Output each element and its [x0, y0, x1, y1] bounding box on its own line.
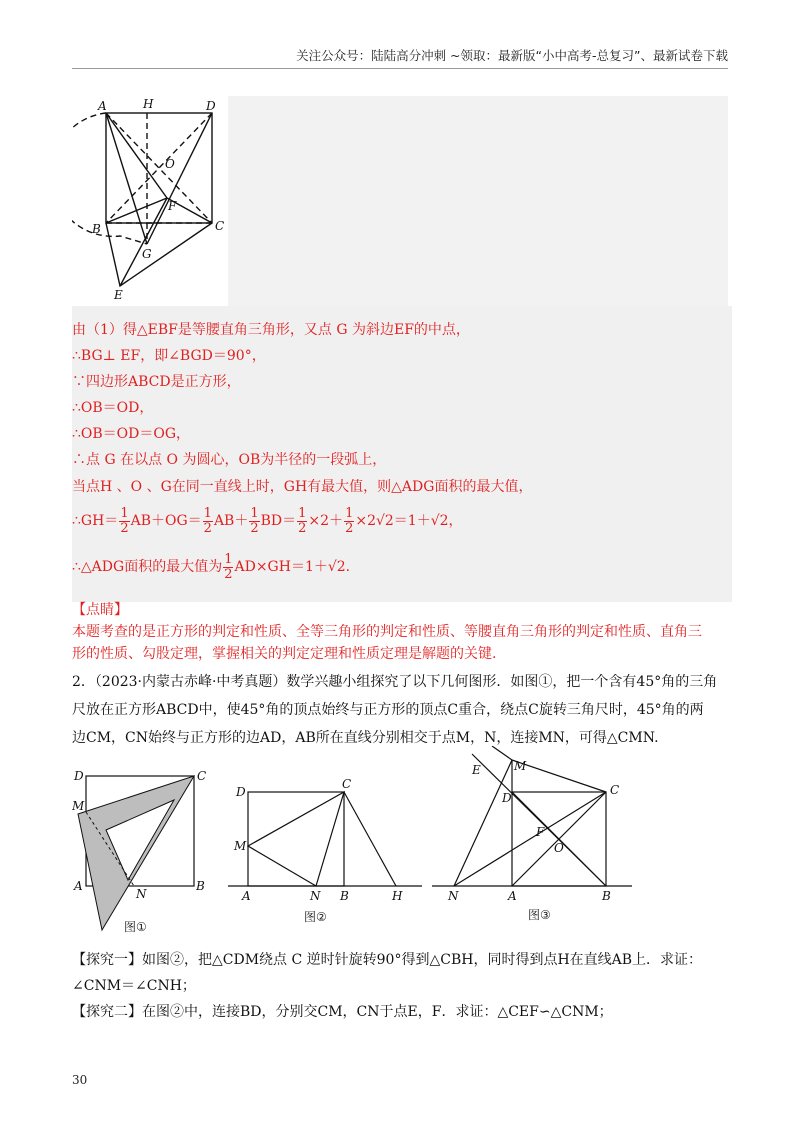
l8-e: ×2＋: [308, 513, 344, 529]
f2-label-c: C: [342, 777, 352, 791]
fig1-label-h: H: [143, 97, 154, 111]
solution-line-7: 当点H 、O 、G在同一直线上时，GH有最大值，则△ADG面积的最大值，: [72, 479, 533, 495]
page-number: 30: [72, 1073, 88, 1087]
fig1-label-a: A: [98, 99, 107, 113]
f1-label-c: C: [197, 769, 207, 783]
f3-label-m: M: [514, 759, 527, 773]
figure-2-svg: [228, 776, 422, 906]
l8-d: BD＝: [260, 513, 297, 529]
fraction-half: $\frac{1}{2}$: [298, 505, 307, 536]
explore-2-line: 【探究二】在图②中，连接BD，分别交CM，CN于点E，F．求证：△CEF∽△CNM；: [72, 1004, 613, 1020]
fraction-half: $\frac{1}{2}$: [345, 505, 354, 536]
figure-2-rotation: [228, 776, 422, 926]
solution-line-6: ∴点 G 在以点 O 为圆心，OB为半径的一段弧上，: [72, 452, 387, 468]
explore-1-line-2: ∠CNM＝∠CNH；: [72, 978, 196, 994]
comment-line-2: 形的性质、勾股定理，掌握相关的判定定理和性质定理是解题的关键.: [72, 646, 497, 662]
f2-label-a: A: [242, 889, 251, 903]
fraction-half: $\frac{1}{2}$: [120, 505, 129, 536]
problem-line-1: 2．（2023·内蒙古赤峰·中考真题）数学兴趣小组探究了以下几何图形．如图①，把一个含有45°角的三角: [72, 674, 718, 690]
l9-b: AD×GH＝1＋√2.: [234, 559, 351, 575]
fig1-label-o: O: [165, 157, 175, 171]
figure-1-triangle-ruler: [72, 766, 210, 936]
comment-title: 【点睛】: [72, 602, 128, 618]
header-divider: [72, 68, 728, 69]
f3-label-b: B: [602, 889, 611, 903]
figure-square-circle-svg: [72, 96, 228, 306]
fraction-half: $\frac{1}{2}$: [203, 505, 212, 536]
f2-label-d: D: [236, 785, 246, 799]
f2-label-b: B: [340, 889, 349, 903]
f2-label-m: M: [234, 839, 247, 853]
solution-line-9: [72, 552, 732, 582]
solution-line-4: ∴OB＝OD，: [72, 400, 154, 416]
fig1-label-b: B: [92, 222, 101, 236]
f3-label-d: D: [502, 791, 512, 805]
fig1-label-c: C: [215, 219, 225, 233]
fig1-label-d: D: [206, 99, 216, 113]
explore-1-line-1: 【探究一】如图②，把△CDM绕点 C 逆时针旋转90°得到△CBH，同时得到点H在直线AB上．求证：: [72, 952, 703, 968]
problem-line-2: 尺放在正方形ABCD中，使45°角的顶点始终与正方形的顶点C重合，绕点C旋转三角尺时，45°角的两: [72, 702, 704, 718]
l8-c: AB＋: [213, 513, 249, 529]
l9-a: ∴△ADG面积的最大值为: [72, 559, 223, 575]
f1-label-a: A: [74, 879, 83, 893]
f3-label-o: O: [554, 841, 564, 855]
solution-line-1: 由（1）得△EBF是等腰直角三角形，又点 G 为斜边EF的中点，: [72, 322, 470, 338]
f2-label-n: N: [310, 889, 321, 903]
f3-label-f: F: [536, 825, 545, 839]
fraction-half: $\frac{1}{2}$: [224, 551, 233, 582]
f1-label-d: D: [74, 769, 84, 783]
fig1-label-f: F: [168, 199, 177, 213]
figure-3-caption: 图③: [528, 908, 551, 922]
f1-label-n: N: [136, 887, 147, 901]
figure-1-caption: 图①: [124, 920, 147, 934]
figure-square-circle: [72, 96, 228, 306]
figure-2-caption: 图②: [304, 910, 327, 924]
f1-label-b: B: [196, 879, 205, 893]
f1-label-m: M: [72, 799, 85, 813]
f3-label-n: N: [448, 889, 459, 903]
fig1-label-e: E: [114, 288, 123, 302]
f3-label-e: E: [472, 763, 481, 777]
header-text: 关注公众号：陆陆高分冲刺 ~领取：最新版“小中高考-总复习”、最新试卷下载: [296, 48, 728, 63]
comment-line-1: 本题考查的是正方形的判定和性质、全等三角形的判定和性质、等腰直角三角形的判定和性质、直角三: [72, 624, 702, 640]
f2-label-h: H: [392, 889, 403, 903]
f3-label-a: A: [508, 889, 517, 903]
fraction-half: $\frac{1}{2}$: [250, 505, 259, 536]
page-header: [0, 46, 800, 66]
solution-line-8: [72, 506, 732, 536]
figure-3-svg: [432, 746, 632, 906]
l8-b: AB＋OG＝: [130, 513, 202, 529]
l8-a: ∴GH＝: [72, 513, 119, 529]
solution-line-2: ∴BG⊥ EF，即∠BGD＝90°，: [72, 348, 266, 364]
solution-line-5: ∴OB＝OD＝OG，: [72, 426, 191, 442]
figure-1-svg: [72, 766, 210, 936]
solution-line-3: ∵四边形ABCD是正方形，: [72, 374, 241, 390]
l8-f: ×2√2＝1＋√2，: [355, 513, 463, 529]
figure-3-intersections: [432, 746, 632, 922]
fig1-label-g: G: [142, 247, 152, 261]
f3-label-c: C: [610, 783, 620, 797]
problem-line-3: 边CM，CN始终与正方形的边AD，AB所在直线分别相交于点M，N，连接MN，可得△CMN.: [72, 730, 659, 746]
